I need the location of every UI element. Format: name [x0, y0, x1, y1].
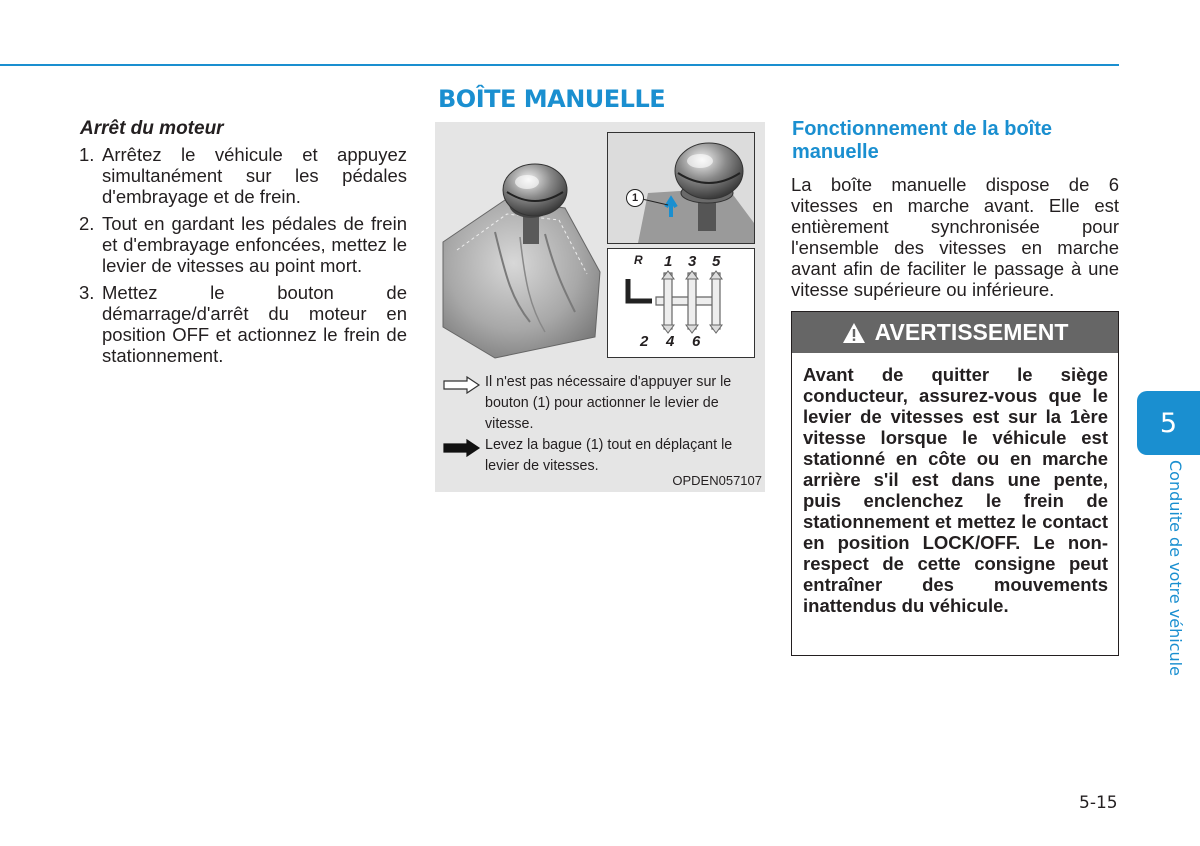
manual-operation-paragraph: La boîte manuelle dispose de 6 vitesses en marche avant. Elle est entièrement synchronisée pour l'ensemble des vitesses en marche avant afin de faciliter le passage à une vitesse supérieure ou inférieure. — [791, 174, 1119, 300]
inset-lift-ring — [607, 132, 755, 244]
step-number: 3. — [79, 282, 95, 303]
step-text: Tout en gardant les pédales de frein et d'embrayage enfoncées, mettez le levier de vitesses au point mort. — [102, 213, 407, 276]
top-rule — [0, 64, 1119, 66]
lift-ring-illustration — [608, 133, 754, 243]
step-number: 1. — [79, 144, 95, 165]
step-item — [79, 282, 407, 366]
step-text: Mettez le bouton de démarrage/d'arrêt du moteur en position OFF et actionnez le frein de stationnement. — [102, 282, 407, 366]
step-number: 2. — [79, 213, 95, 234]
step-text: Arrêtez le véhicule et appuyez simultanément sur les pédales d'embrayage et de frein. — [102, 144, 407, 207]
manual-operation-heading: Fonctionnement de la boîte manuelle — [792, 118, 1053, 163]
gear-shift-figure — [435, 122, 765, 492]
gear-label-r: R — [634, 253, 643, 267]
warning-body: Avant de quitter le siège conducteur, assurez-vous que le levier de vitesses est sur la 1ère vitesse lorsque le véhicule est stationné en côte ou en marche arrière s'il est dans une pente, puis enclenchez le frein de stationnement et mettez le contact en position LOCK/OFF. Le non-respect de cette consigne peut entraîner des mouvements inattendus du véhicule. — [803, 364, 1108, 616]
solid-arrow-icon — [443, 435, 485, 477]
shift-lever-boot-illustration — [435, 122, 605, 362]
legend-text: Il n'est pas nécessaire d'appuyer sur le bouton (1) pour actionner le levier de vitesse. — [485, 374, 732, 432]
inset-shift-pattern — [607, 248, 755, 358]
legend-item-outline — [443, 372, 757, 435]
warning-triangle-icon — [842, 322, 866, 344]
steps-list — [79, 144, 407, 366]
subheading-engine-stop: Arrêt du moteur — [80, 118, 224, 139]
gear-label-5: 5 — [712, 253, 721, 270]
step-item — [79, 213, 407, 276]
section-title: BOÎTE MANUELLE — [438, 85, 666, 113]
gear-label-6: 6 — [692, 333, 701, 350]
legend-item-solid — [443, 435, 757, 477]
callout-marker: 1 — [626, 189, 644, 207]
left-column — [79, 118, 407, 372]
figure-code: OPDEN057107 — [672, 473, 762, 488]
warning-header — [792, 312, 1118, 353]
gear-label-4: 4 — [666, 333, 675, 350]
chapter-label — [1168, 460, 1185, 680]
warning-title: AVERTISSEMENT — [874, 319, 1069, 345]
warning-box — [791, 311, 1119, 656]
legend-text: Levez la bague (1) tout en déplaçant le levier de vitesses. — [485, 437, 733, 474]
gear-label-1: 1 — [664, 253, 673, 270]
gear-label-3: 3 — [688, 253, 697, 270]
chapter-title: Conduite de votre véhicule — [1166, 460, 1185, 676]
gear-label-2: 2 — [640, 333, 649, 350]
shift-pattern-diagram — [608, 249, 754, 357]
right-column — [791, 118, 1119, 300]
page-number: 5-15 — [1079, 793, 1118, 813]
step-item — [79, 144, 407, 207]
chapter-tab: 5 — [1137, 391, 1200, 455]
outline-arrow-icon — [443, 372, 485, 435]
